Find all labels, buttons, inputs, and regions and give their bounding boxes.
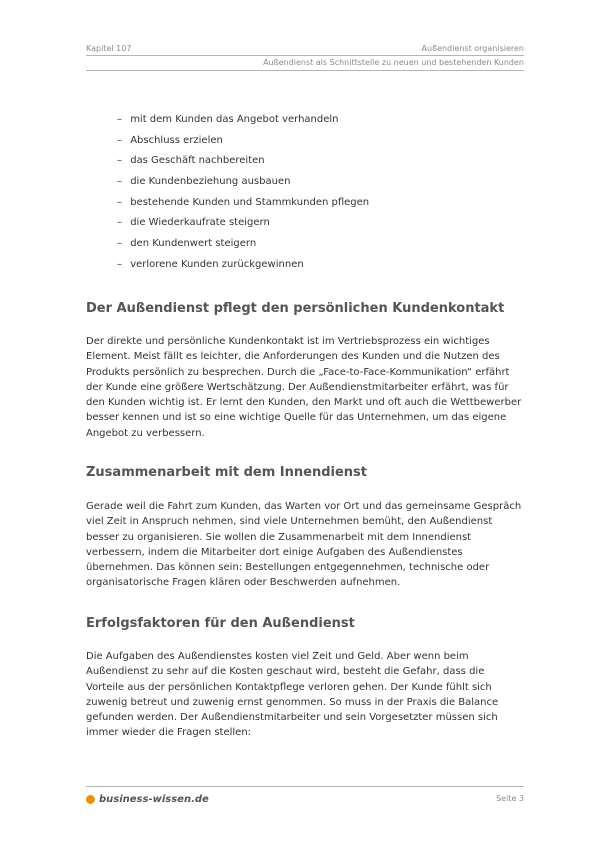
text-line: gefunden werden. Der Außendienstmitarbeiter und sein Vorgesetzter müssen sich bbox=[86, 712, 498, 724]
list-item-text: Abschluss erzielen bbox=[130, 134, 223, 146]
list-item-text: mit dem Kunden das Angebot verhandeln bbox=[130, 114, 339, 125]
text-line: Produkts persönlich zu besprechen. Durch die „Face-to-Face-Kommunikation“ erfährt bbox=[86, 366, 510, 378]
list-item: – die Wiederkaufrate steigern bbox=[117, 217, 270, 229]
section-label: Außendienst organisieren bbox=[421, 44, 524, 53]
text-line: den Kunden wichtig ist. Er lernt den Kunden, den Markt und oft auch die Wettbewerber bbox=[86, 397, 522, 409]
list-item: – verlorene Kunden zurückgewinnen bbox=[117, 258, 304, 270]
chapter-label: Kapitel 107 bbox=[86, 44, 132, 53]
text-line: Außendienst zu sehr auf die Kosten geschaut wird, besteht die Gefahr, dass die bbox=[86, 666, 485, 678]
text-line: Angebot zu verbessern. bbox=[86, 427, 205, 439]
paragraph-innendienst bbox=[86, 499, 531, 591]
section-heading-innendienst: Zusammenarbeit mit dem Innendienst bbox=[86, 465, 367, 480]
page-number: Seite 3 bbox=[496, 794, 524, 803]
text-line: der Kunde eine größere Wertschätzung. Der Außendienstmitarbeiter erfährt, was für bbox=[86, 381, 509, 393]
text-line: zuwenig betreut und zuwenig ernst genommen. So muss in der Praxis die Balance bbox=[86, 696, 499, 708]
text-line: übernehmen. Das können sein: Bestellungen entgegennehmen, technische oder bbox=[86, 562, 490, 574]
header-divider-bottom bbox=[86, 70, 524, 71]
text-line: immer wieder die Fragen stellen: bbox=[86, 727, 252, 739]
logo-dot-icon bbox=[86, 795, 95, 804]
paragraph-erfolgsfaktoren bbox=[86, 649, 531, 741]
section-heading-erfolgsfaktoren: Erfolgsfaktoren für den Außendienst bbox=[86, 616, 355, 631]
logo-text: business-wissen.de bbox=[99, 793, 209, 805]
list-item-text: die Wiederkaufrate steigern bbox=[130, 217, 270, 229]
list-item-text: das Geschäft nachbereiten bbox=[130, 155, 265, 167]
list-item: – Abschluss erzielen bbox=[117, 134, 223, 146]
text-line: verbessern, indem die Mitarbeiter dort einige Aufgaben des Außendienstes bbox=[86, 546, 463, 558]
text-line: Die Aufgaben des Außendienstes kosten viel Zeit und Geld. Aber wenn beim bbox=[86, 651, 469, 662]
footer-divider bbox=[86, 786, 524, 787]
text-line: Der direkte und persönliche Kundenkontakt ist im Vertriebsprozess ein wichtiges bbox=[86, 336, 490, 347]
text-line: viel Zeit in Anspruch nehmen, sind viele Unternehmen bemüht, den Außendienst bbox=[86, 516, 493, 528]
text-line: organisatorische Fragen klären oder Beschwerden aufnehmen. bbox=[86, 577, 401, 589]
text-line: Element. Meist fällt es leichter, die Anforderungen des Kunden und die Nutzen des bbox=[86, 351, 500, 363]
task-list bbox=[117, 114, 369, 280]
list-item: – die Kundenbeziehung ausbauen bbox=[117, 176, 291, 188]
list-item: – mit dem Kunden das Angebot verhandeln bbox=[117, 114, 339, 125]
list-item-text: die Kundenbeziehung ausbauen bbox=[130, 176, 291, 188]
list-item: – bestehende Kunden und Stammkunden pflegen bbox=[117, 196, 370, 208]
list-item-text: bestehende Kunden und Stammkunden pflegen bbox=[130, 196, 370, 208]
list-item-text: verlorene Kunden zurückgewinnen bbox=[130, 258, 304, 270]
header-divider-top bbox=[86, 55, 524, 56]
list-item-text: den Kundenwert steigern bbox=[130, 238, 257, 250]
section-heading-kundenkontakt: Der Außendienst pflegt den persönlichen Kundenkontakt bbox=[86, 301, 505, 316]
brand-logo bbox=[86, 792, 209, 806]
text-line: besser kennen und ist so eine wichtige Quelle für das Unternehmen, um das eigene bbox=[86, 412, 507, 424]
text-line: besser zu organisieren. Sie wollen die Zusammenarbeit mit dem Innendienst bbox=[86, 531, 472, 543]
subsection-label: Außendienst als Schnittstelle zu neuen und bestehenden Kunden bbox=[263, 58, 524, 67]
list-item: – das Geschäft nachbereiten bbox=[117, 155, 265, 167]
text-line: Gerade weil die Fahrt zum Kunden, das Warten vor Ort und das gemeinsame Gespräch bbox=[86, 501, 522, 512]
text-line: Vorteile aus der persönlichen Kontaktpflege verloren gehen. Der Kunde fühlt sich bbox=[86, 681, 492, 693]
list-item: – den Kundenwert steigern bbox=[117, 238, 257, 250]
paragraph-kundenkontakt bbox=[86, 334, 531, 441]
